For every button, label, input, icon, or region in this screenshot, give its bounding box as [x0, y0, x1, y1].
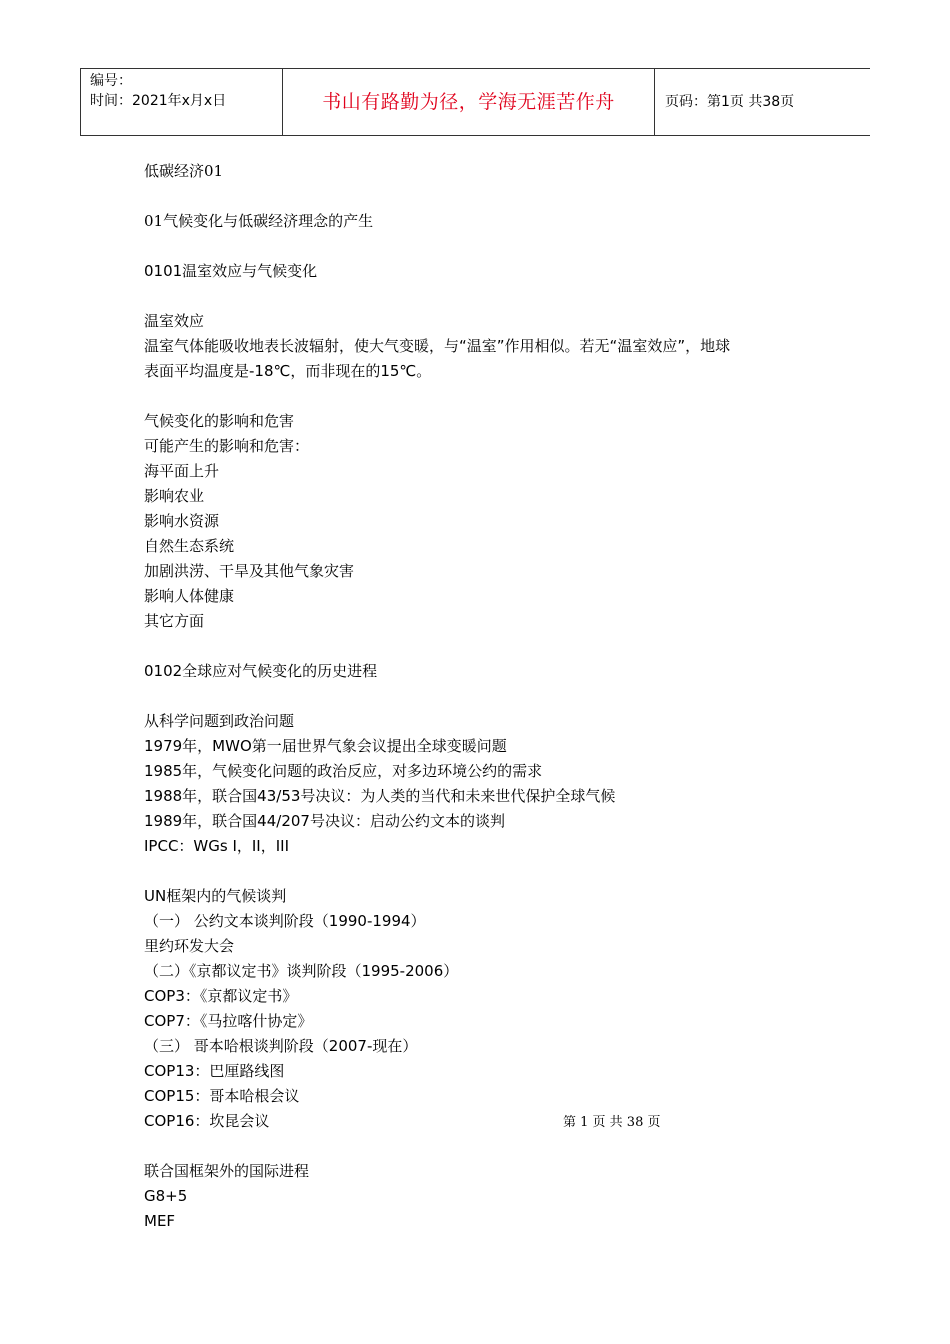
history-item: 1979年，MWO第一届世界气象会议提出全球变暖问题	[144, 737, 507, 755]
international-process-title: 联合国框架外的国际进程	[144, 1162, 310, 1180]
chapter-heading: 01气候变化与低碳经济理念的产生	[144, 212, 374, 230]
intl-item: MEF	[144, 1212, 176, 1230]
un-item: （二）《京都议定书》谈判阶段（1995-2006）	[144, 962, 459, 980]
un-negotiation-title: UN框架内的气候谈判	[144, 887, 287, 905]
history-item: 1988年，联合国43/53号决议：为人类的当代和未来世代保护全球气候	[144, 787, 616, 805]
un-item: 里约环发大会	[144, 937, 235, 955]
header-meta-cell	[81, 69, 283, 135]
history-item: 1985年，气候变化问题的政治反应，对多边环境公约的需求	[144, 762, 543, 780]
document-title: 低碳经济01	[144, 162, 224, 180]
un-item: COP15：哥本哈根会议	[144, 1087, 300, 1105]
un-item: COP7：《马拉喀什协定》	[144, 1012, 313, 1030]
un-item: （三） 哥本哈根谈判阶段（2007-现在）	[144, 1037, 418, 1055]
greenhouse-title: 温室效应	[144, 312, 205, 330]
un-item: COP3：《京都议定书》	[144, 987, 298, 1005]
impact-title: 气候变化的影响和危害	[144, 412, 295, 430]
impact-intro: 可能产生的影响和危害：	[144, 437, 310, 455]
un-item: COP13：巴厘路线图	[144, 1062, 285, 1080]
greenhouse-paragraph-line-2: 表面平均温度是-18℃，而非现在的15℃。	[144, 362, 432, 380]
un-item: COP16：坎昆会议	[144, 1112, 270, 1130]
impact-item: 影响农业	[144, 487, 205, 505]
science-politics-title: 从科学问题到政治问题	[144, 712, 295, 730]
section-heading-0102: 0102全球应对气候变化的历史进程	[144, 662, 378, 680]
history-item: 1989年，联合国44/207号决议：启动公约文本的谈判	[144, 812, 505, 830]
intl-item: G8+5	[144, 1187, 188, 1205]
document-body	[144, 159, 824, 1234]
impact-item: 加剧洪涝、干旱及其他气象灾害	[144, 562, 355, 580]
document-number-label: 编号：	[90, 73, 132, 89]
history-item: IPCC：WGs I，II，III	[144, 837, 289, 855]
impact-item: 影响人体健康	[144, 587, 235, 605]
document-header	[80, 68, 870, 136]
header-motto: 书山有路勤为径，学海无涯苦作舟	[283, 69, 655, 135]
impact-item: 其它方面	[144, 612, 205, 630]
section-heading-0101: 0101温室效应与气候变化	[144, 262, 318, 280]
impact-item: 自然生态系统	[144, 537, 235, 555]
greenhouse-paragraph-line-1: 温室气体能吸收地表长波辐射，使大气变暖，与“温室”作用相似。若无“温室效应”，地球	[144, 337, 731, 355]
header-page-code: 页码：第1页 共38页	[665, 94, 795, 110]
document-time-label: 时间：2021年x月x日	[90, 93, 227, 109]
impact-item: 影响水资源	[144, 512, 220, 530]
un-item: （一） 公约文本谈判阶段（1990-1994）	[144, 912, 426, 930]
page-footer: 第 1 页 共 38 页	[563, 1115, 661, 1130]
impact-item: 海平面上升	[144, 462, 220, 480]
